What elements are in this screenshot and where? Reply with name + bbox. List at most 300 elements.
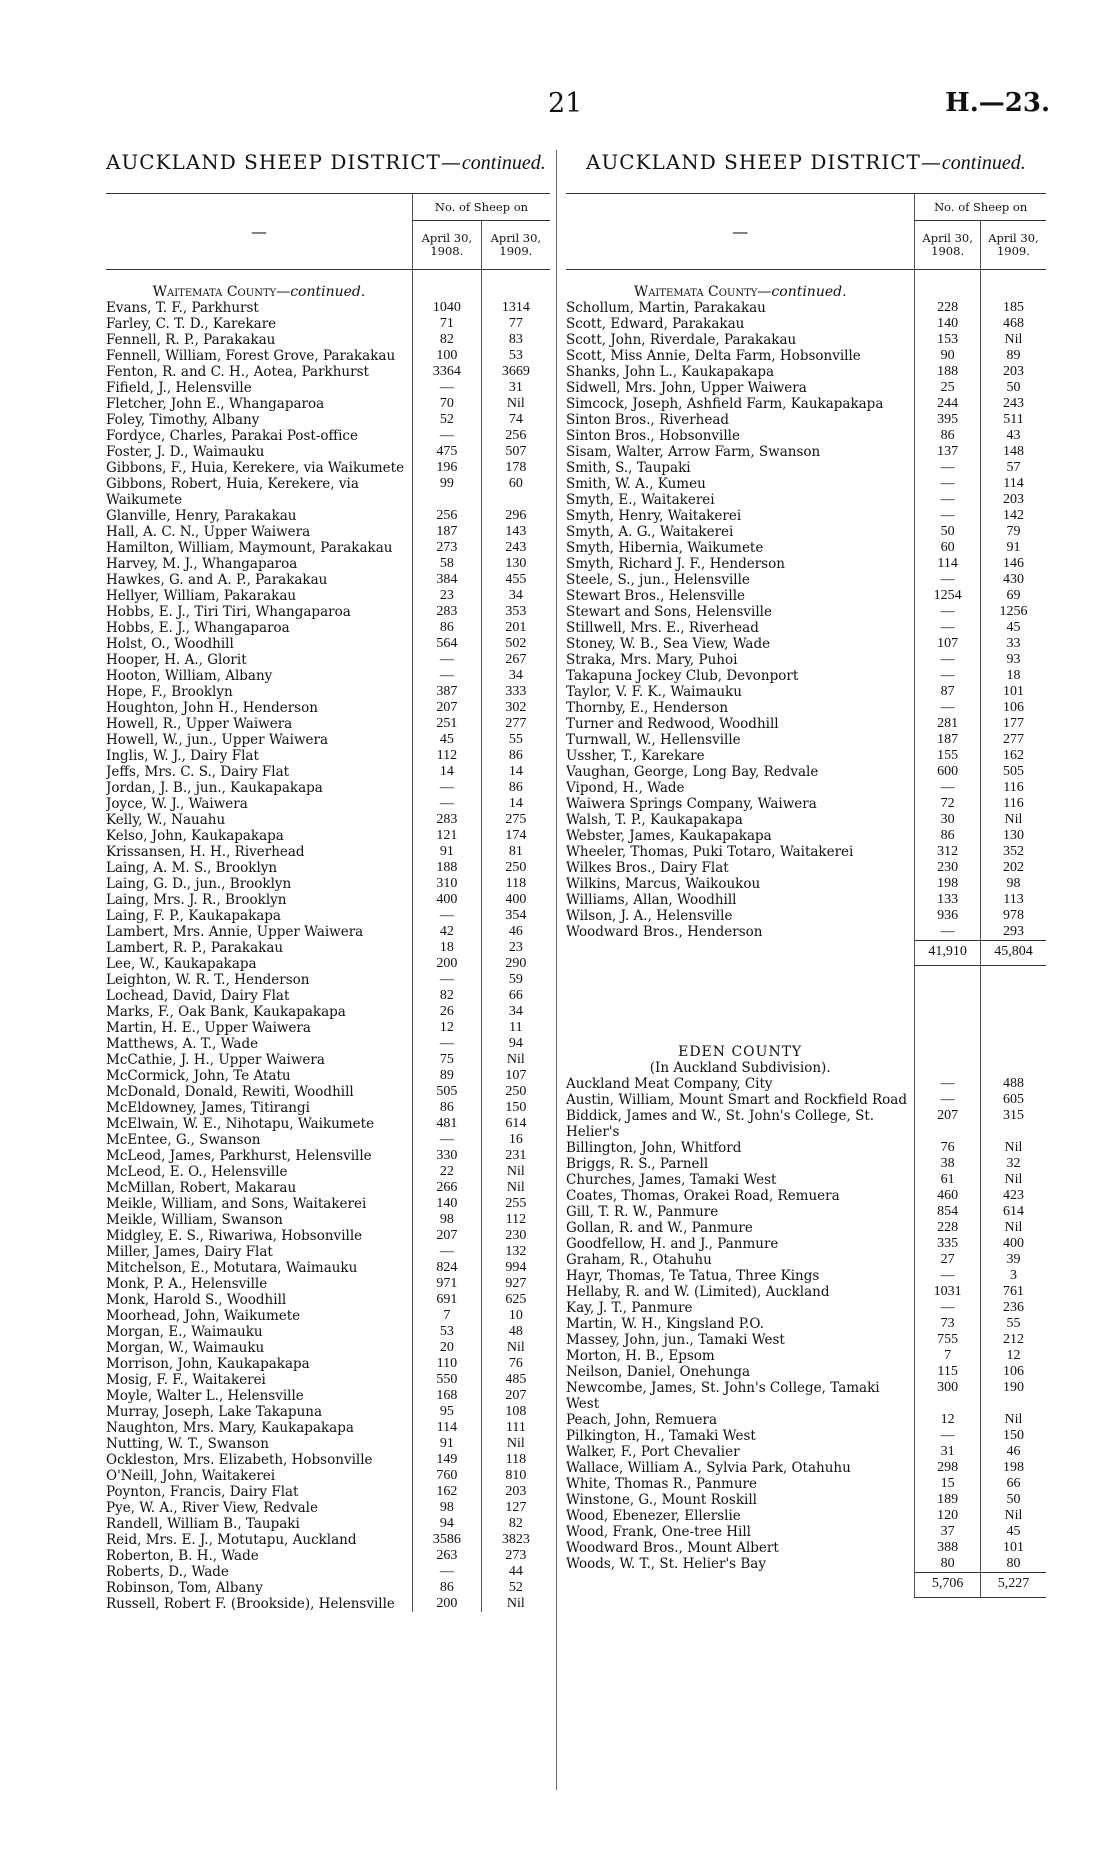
- eden-entry-owner-name: Kay, J. T., Panmure: [566, 1300, 693, 1316]
- left-entry-sheep-1909: 1314: [481, 300, 550, 316]
- eden-entry-sheep-1908: —: [915, 1268, 981, 1284]
- left-entry-owner-name: Harvey, M. J., Whangaparoa: [106, 556, 298, 572]
- left-entry-sheep-1908: 42: [412, 924, 481, 940]
- left-entry-sheep-1908: 140: [412, 1196, 481, 1212]
- left-entry-owner-name: Ockleston, Mrs. Elizabeth, Hobsonville: [106, 1452, 373, 1468]
- right-entry-sheep-1908: —: [915, 620, 981, 636]
- left-entry-owner-name: Fordyce, Charles, Parakai Post-office: [106, 428, 358, 444]
- right-entry-owner-name: Ussher, T., Karekare: [566, 748, 705, 764]
- right-entry-row: [566, 796, 1046, 812]
- right-entry-owner-name: Scott, Miss Annie, Delta Farm, Hobsonville: [566, 348, 861, 364]
- right-entry-owner-name: Smyth, Henry, Waitakerei: [566, 508, 742, 524]
- spacer-cell: [566, 966, 915, 1027]
- right-entry-row: [566, 924, 1046, 941]
- left-sheep-count-header: No. of Sheep on: [412, 194, 550, 221]
- right-entry-row: [566, 812, 1046, 828]
- left-entry-sheep-1909: 207: [481, 1388, 550, 1404]
- eden-entry-sheep-1909: 101: [980, 1540, 1046, 1556]
- right-entry-sheep-1908: —: [915, 652, 981, 668]
- left-entry-sheep-1909: Nil: [481, 1164, 550, 1180]
- left-entry-row: [106, 1084, 550, 1100]
- left-entry-owner-name: Hamilton, William, Maymount, Parakakau: [106, 540, 393, 556]
- right-entry-sheep-1908: —: [915, 780, 981, 796]
- eden-entry-owner-name: Woods, W. T., St. Helier's Bay: [566, 1556, 766, 1572]
- eden-entry-owner-name: Morton, H. B., Epsom: [566, 1348, 715, 1364]
- eden-entry-row: [566, 1508, 1046, 1524]
- eden-entry-sheep-1909: Nil: [980, 1140, 1046, 1156]
- left-header-1908: April 30, 1908.: [412, 221, 481, 270]
- right-entry-sheep-1908: 25: [915, 380, 981, 396]
- right-entry-owner-name: Smith, W. A., Kumeu: [566, 476, 706, 492]
- left-entry-sheep-1908: 330: [412, 1148, 481, 1164]
- left-entry-sheep-1909: 810: [481, 1468, 550, 1484]
- left-entry-owner-name: Meikle, William, Swanson: [106, 1212, 283, 1228]
- right-entry-row: [566, 396, 1046, 412]
- right-entry-sheep-1909: 277: [980, 732, 1046, 748]
- right-entry-sheep-1908: —: [915, 460, 981, 476]
- right-entry-sheep-1908: 187: [915, 732, 981, 748]
- right-entry-sheep-1909: 69: [980, 588, 1046, 604]
- right-entry-sheep-1909: 116: [980, 796, 1046, 812]
- right-entry-sheep-1908: 312: [915, 844, 981, 860]
- left-entry-sheep-1908: 162: [412, 1484, 481, 1500]
- right-entry-owner-name: Smyth, E., Waitakerei: [566, 492, 715, 508]
- left-entry-sheep-1909: 231: [481, 1148, 550, 1164]
- left-title-text: AUCKLAND SHEEP DISTRICT—: [106, 150, 462, 174]
- total-label-cell: [566, 941, 915, 966]
- left-entry-sheep-1908: 22: [412, 1164, 481, 1180]
- right-section-title: [566, 270, 915, 301]
- eden-entry-sheep-1909: 488: [980, 1076, 1046, 1092]
- left-entry-row: [106, 1388, 550, 1404]
- left-entry-sheep-1909: 277: [481, 716, 550, 732]
- left-entry-owner-name: Morgan, E., Waimauku: [106, 1324, 263, 1340]
- left-entry-sheep-1908: 266: [412, 1180, 481, 1196]
- left-entry-sheep-1909: 3823: [481, 1532, 550, 1548]
- left-entry-owner-name: Monk, P. A., Helensville: [106, 1276, 268, 1292]
- left-entry-sheep-1909: 250: [481, 860, 550, 876]
- right-entry-owner-name: Straka, Mrs. Mary, Puhoi: [566, 652, 738, 668]
- right-entry-row: [566, 668, 1046, 684]
- right-entry-owner-name: Stewart Bros., Helensville: [566, 588, 746, 604]
- left-entry-row: [106, 844, 550, 860]
- right-entry-owner-name: Smyth, Richard J. F., Henderson: [566, 556, 785, 572]
- left-entry-sheep-1909: 83: [481, 332, 550, 348]
- left-entry-row: [106, 1532, 550, 1548]
- eden-entry-owner-name: Wallace, William A., Sylvia Park, Otahuhu: [566, 1460, 851, 1476]
- left-entry-owner-name: Foley, Timothy, Albany: [106, 412, 260, 428]
- left-entry-row: [106, 1596, 550, 1612]
- left-entry-sheep-1909: 455: [481, 572, 550, 588]
- eden-entry-sheep-1908: —: [915, 1092, 981, 1108]
- left-section-heading: [106, 270, 550, 301]
- right-entry-sheep-1909: 43: [980, 428, 1046, 444]
- eden-entry-owner-name: Wood, Ebenezer, Ellerslie: [566, 1508, 741, 1524]
- left-entry-sheep-1909: 3669: [481, 364, 550, 380]
- left-entry-sheep-1909: 143: [481, 524, 550, 540]
- right-entry-owner-name: Scott, John, Riverdale, Parakakau: [566, 332, 797, 348]
- left-entry-sheep-1909: 203: [481, 1484, 550, 1500]
- right-entry-owner-name: Thornby, E., Henderson: [566, 700, 729, 716]
- left-entry-sheep-1908: 58: [412, 556, 481, 572]
- left-entry-sheep-1909: 625: [481, 1292, 550, 1308]
- left-entry-owner-name: Lee, W., Kaukapakapa: [106, 956, 257, 972]
- left-entry-row: [106, 572, 550, 588]
- eden-entry-sheep-1908: 335: [915, 1236, 981, 1252]
- right-section-italic: continued.: [771, 284, 847, 300]
- left-entry-sheep-1908: 564: [412, 636, 481, 652]
- eden-entry-sheep-1908: 27: [915, 1252, 981, 1268]
- eden-entry-sheep-1908: 61: [915, 1172, 981, 1188]
- eden-entry-sheep-1908: 854: [915, 1204, 981, 1220]
- eden-entry-sheep-1908: 388: [915, 1540, 981, 1556]
- right-entry-row: [566, 428, 1046, 444]
- left-entry-owner-name: McLeod, E. O., Helensville: [106, 1164, 288, 1180]
- left-entry-row: [106, 380, 550, 396]
- left-entry-sheep-1909: 178: [481, 460, 550, 476]
- eden-entry-owner-name: Biddick, James and W., St. John's College, St. Helier's: [566, 1108, 875, 1140]
- left-entry-sheep-1908: 200: [412, 1596, 481, 1612]
- right-entry-row: [566, 748, 1046, 764]
- right-entry-owner-name: Vipond, H., Wade: [566, 780, 685, 796]
- left-entry-row: [106, 1244, 550, 1260]
- right-entry-owner-name: Sidwell, Mrs. John, Upper Waiwera: [566, 380, 807, 396]
- left-entry-sheep-1909: 273: [481, 1548, 550, 1564]
- right-entry-sheep-1908: 1254: [915, 588, 981, 604]
- eden-entry-sheep-1908: 755: [915, 1332, 981, 1348]
- right-entry-row: [566, 476, 1046, 492]
- right-entry-owner-name: Woodward Bros., Henderson: [566, 924, 763, 940]
- right-entry-sheep-1909: 177: [980, 716, 1046, 732]
- eden-subtitle-cell-b: [980, 1060, 1046, 1076]
- left-entry-sheep-1908: 95: [412, 1404, 481, 1420]
- left-entry-sheep-1909: 118: [481, 876, 550, 892]
- left-entry-sheep-1909: 86: [481, 748, 550, 764]
- eden-entry-owner-name: Graham, R., Otahuhu: [566, 1252, 712, 1268]
- left-entry-row: [106, 1324, 550, 1340]
- left-entry-sheep-1909: 10: [481, 1308, 550, 1324]
- left-entry-sheep-1909: 353: [481, 604, 550, 620]
- right-entry-sheep-1909: 91: [980, 540, 1046, 556]
- right-column: [566, 193, 1046, 1598]
- left-entry-sheep-1909: 275: [481, 812, 550, 828]
- eden-entry-sheep-1909: 3: [980, 1268, 1046, 1284]
- right-entry-row: [566, 540, 1046, 556]
- eden-entry-sheep-1909: 80: [980, 1556, 1046, 1573]
- right-header-1908: April 30, 1908.: [915, 221, 981, 270]
- right-entry-owner-name: Stoney, W. B., Sea View, Wade: [566, 636, 771, 652]
- left-entry-sheep-1909: 130: [481, 556, 550, 572]
- left-entry-sheep-1909: 127: [481, 1500, 550, 1516]
- right-entry-row: [566, 444, 1046, 460]
- left-entry-row: [106, 924, 550, 940]
- left-entry-owner-name: Poynton, Francis, Dairy Flat: [106, 1484, 299, 1500]
- right-table-body: [566, 270, 1046, 941]
- left-entry-sheep-1908: 91: [412, 844, 481, 860]
- left-entry-row: [106, 524, 550, 540]
- left-entry-sheep-1908: 53: [412, 1324, 481, 1340]
- spacer-cell-a: [915, 966, 981, 1027]
- eden-entry-sheep-1909: 50: [980, 1492, 1046, 1508]
- right-entry-sheep-1909: 511: [980, 412, 1046, 428]
- eden-subtitle-cell-a: [915, 1060, 981, 1076]
- left-section-title: [106, 270, 412, 301]
- left-entry-row: [106, 908, 550, 924]
- right-entry-row: [566, 316, 1046, 332]
- right-entry-row: [566, 892, 1046, 908]
- eden-entry-owner-name: Austin, William, Mount Smart and Rockfield Road: [566, 1092, 907, 1108]
- left-entry-sheep-1908: 110: [412, 1356, 481, 1372]
- eden-entry-sheep-1908: 12: [915, 1412, 981, 1428]
- left-entry-owner-name: Fifield, J., Helensville: [106, 380, 252, 396]
- left-entry-row: [106, 812, 550, 828]
- left-entry-owner-name: Hawkes, G. and A. P., Parakakau: [106, 572, 328, 588]
- left-entry-owner-name: Martin, H. E., Upper Waiwera: [106, 1020, 311, 1036]
- right-header-1909: April 30, 1909.: [980, 221, 1046, 270]
- right-entry-sheep-1908: 137: [915, 444, 981, 460]
- left-entry-sheep-1908: 12: [412, 1020, 481, 1036]
- left-entry-sheep-1908: 52: [412, 412, 481, 428]
- eden-entry-row: [566, 1092, 1046, 1108]
- eden-entry-sheep-1908: 1031: [915, 1284, 981, 1300]
- right-entry-sheep-1908: 72: [915, 796, 981, 812]
- left-entry-sheep-1908: 7: [412, 1308, 481, 1324]
- right-entry-row: [566, 876, 1046, 892]
- left-entry-row: [106, 748, 550, 764]
- left-entry-sheep-1909: 86: [481, 780, 550, 796]
- left-entry-sheep-1908: 121: [412, 828, 481, 844]
- left-entry-sheep-1909: 614: [481, 1116, 550, 1132]
- left-entry-row: [106, 780, 550, 796]
- right-column-title: [586, 150, 1026, 175]
- left-entry-sheep-1909: 48: [481, 1324, 550, 1340]
- right-entry-sheep-1909: 45: [980, 620, 1046, 636]
- right-entry-sheep-1908: 198: [915, 876, 981, 892]
- eden-entry-sheep-1909: 55: [980, 1316, 1046, 1332]
- left-entry-row: [106, 1468, 550, 1484]
- left-entry-row: [106, 1116, 550, 1132]
- right-total-body: [566, 941, 1046, 1077]
- left-entry-sheep-1908: 86: [412, 620, 481, 636]
- left-entry-sheep-1908: 207: [412, 1228, 481, 1244]
- left-entry-sheep-1908: 26: [412, 1004, 481, 1020]
- left-entry-sheep-1908: —: [412, 428, 481, 444]
- left-entry-sheep-1909: 23: [481, 940, 550, 956]
- left-entry-sheep-1909: 994: [481, 1260, 550, 1276]
- left-entry-owner-name: Jeffs, Mrs. C. S., Dairy Flat: [106, 764, 290, 780]
- right-entry-sheep-1908: 230: [915, 860, 981, 876]
- left-entry-row: [106, 1500, 550, 1516]
- left-entry-owner-name: Jordan, J. B., jun., Kaukapakapa: [106, 780, 323, 796]
- left-entry-row: [106, 1164, 550, 1180]
- left-entry-sheep-1909: 118: [481, 1452, 550, 1468]
- eden-entry-sheep-1909: 32: [980, 1156, 1046, 1172]
- left-entry-sheep-1909: 201: [481, 620, 550, 636]
- left-entry-row: [106, 1516, 550, 1532]
- eden-entry-sheep-1909: Nil: [980, 1220, 1046, 1236]
- left-entry-row: [106, 1020, 550, 1036]
- left-entry-owner-name: McDonald, Donald, Rewiti, Woodhill: [106, 1084, 354, 1100]
- left-entry-sheep-1908: 263: [412, 1548, 481, 1564]
- eden-entry-owner-name: Winstone, G., Mount Roskill: [566, 1492, 757, 1508]
- left-entry-owner-name: Holst, O., Woodhill: [106, 636, 234, 652]
- eden-entry-row: [566, 1556, 1046, 1573]
- right-entry-row: [566, 636, 1046, 652]
- right-entry-sheep-1909: 352: [980, 844, 1046, 860]
- left-entry-sheep-1908: 86: [412, 1580, 481, 1596]
- eden-entry-row: [566, 1492, 1046, 1508]
- left-entry-owner-name: Howell, W., jun., Upper Waiwera: [106, 732, 329, 748]
- left-entry-sheep-1909: 250: [481, 1084, 550, 1100]
- eden-entry-owner-name: Auckland Meat Company, City: [566, 1076, 773, 1092]
- left-entry-sheep-1908: 112: [412, 748, 481, 764]
- waitemata-total-row: [566, 941, 1046, 966]
- eden-entry-row: [566, 1348, 1046, 1364]
- left-entry-owner-name: Lambert, R. P., Parakakau: [106, 940, 284, 956]
- left-entry-sheep-1908: —: [412, 908, 481, 924]
- right-entry-row: [566, 332, 1046, 348]
- eden-entry-sheep-1908: 37: [915, 1524, 981, 1540]
- left-entry-owner-name: Marks, F., Oak Bank, Kaukapakapa: [106, 1004, 346, 1020]
- left-entry-owner-name: Miller, James, Dairy Flat: [106, 1244, 273, 1260]
- left-entry-sheep-1908: 75: [412, 1052, 481, 1068]
- left-entry-sheep-1908: 283: [412, 604, 481, 620]
- left-entry-owner-name: Moyle, Walter L., Helensville: [106, 1388, 304, 1404]
- eden-heading-cell-a: [915, 1026, 981, 1060]
- left-entry-owner-name: Laing, A. M. S., Brooklyn: [106, 860, 278, 876]
- right-entry-sheep-1908: —: [915, 492, 981, 508]
- right-entry-sheep-1909: 146: [980, 556, 1046, 572]
- left-entry-row: [106, 1180, 550, 1196]
- right-title-italic: continued.: [941, 152, 1026, 174]
- right-entry-sheep-1909: Nil: [980, 332, 1046, 348]
- left-entry-sheep-1908: 475: [412, 444, 481, 460]
- right-entry-row: [566, 492, 1046, 508]
- left-entry-owner-name: Meikle, William, and Sons, Waitakerei: [106, 1196, 367, 1212]
- eden-entry-row: [566, 1412, 1046, 1428]
- left-entry-owner-name: Foster, J. D., Waimauku: [106, 444, 265, 460]
- left-entry-owner-name: Moorhead, John, Waikumete: [106, 1308, 301, 1324]
- left-entry-owner-name: Hellyer, William, Pakarakau: [106, 588, 297, 604]
- left-entry-sheep-1908: 98: [412, 1212, 481, 1228]
- eden-entry-row: [566, 1540, 1046, 1556]
- left-entry-owner-name: Fenton, R. and C. H., Aotea, Parkhurst: [106, 364, 369, 380]
- left-entry-row: [106, 1356, 550, 1372]
- left-entry-row: [106, 460, 550, 476]
- left-entry-sheep-1908: 23: [412, 588, 481, 604]
- left-entry-sheep-1909: 34: [481, 588, 550, 604]
- right-entry-row: [566, 412, 1046, 428]
- left-entry-row: [106, 636, 550, 652]
- right-entry-sheep-1909: 93: [980, 652, 1046, 668]
- left-entry-owner-name: McEntee, G., Swanson: [106, 1132, 261, 1148]
- left-entry-sheep-1908: 82: [412, 332, 481, 348]
- right-entry-sheep-1908: 90: [915, 348, 981, 364]
- left-column-title: [106, 150, 546, 175]
- left-entry-owner-name: Morgan, W., Waimauku: [106, 1340, 265, 1356]
- eden-entry-row: [566, 1076, 1046, 1092]
- left-entry-owner-name: Pye, W. A., River View, Redvale: [106, 1500, 318, 1516]
- left-entry-sheep-1908: 100: [412, 348, 481, 364]
- eden-entry-row: [566, 1332, 1046, 1348]
- eden-total-row: [566, 1573, 1046, 1598]
- right-entry-owner-name: Sinton Bros., Riverhead: [566, 412, 730, 428]
- left-entry-sheep-1909: 255: [481, 1196, 550, 1212]
- left-entry-row: [106, 1580, 550, 1596]
- eden-table-body: [566, 1076, 1046, 1573]
- left-entry-sheep-1909: 400: [481, 892, 550, 908]
- right-entry-sheep-1908: 155: [915, 748, 981, 764]
- eden-entry-owner-name: Neilson, Daniel, Onehunga: [566, 1364, 751, 1380]
- left-entry-row: [106, 1036, 550, 1052]
- eden-total-label-cell: [566, 1573, 915, 1598]
- right-entry-owner-name: Taylor, V. F. K., Waimauku: [566, 684, 742, 700]
- right-entry-sheep-1909: 130: [980, 828, 1046, 844]
- left-entry-sheep-1908: 824: [412, 1260, 481, 1276]
- left-entry-owner-name: Robinson, Tom, Albany: [106, 1580, 263, 1596]
- left-entry-sheep-1909: 485: [481, 1372, 550, 1388]
- left-entry-owner-name: McEldowney, James, Titirangi: [106, 1100, 310, 1116]
- left-entry-row: [106, 1052, 550, 1068]
- right-entry-sheep-1909: 98: [980, 876, 1046, 892]
- right-entry-sheep-1909: 1256: [980, 604, 1046, 620]
- right-entry-sheep-1909: 162: [980, 748, 1046, 764]
- left-entry-owner-name: Farley, C. T. D., Karekare: [106, 316, 277, 332]
- eden-total-1908: 5,706: [915, 1573, 981, 1598]
- left-entry-sheep-1909: Nil: [481, 1180, 550, 1196]
- right-entry-sheep-1908: 50: [915, 524, 981, 540]
- left-entry-sheep-1908: 3586: [412, 1532, 481, 1548]
- left-entry-row: [106, 1548, 550, 1564]
- right-entry-sheep-1908: —: [915, 668, 981, 684]
- right-section-cell-a: [915, 270, 981, 301]
- right-entry-row: [566, 460, 1046, 476]
- left-entry-sheep-1909: Nil: [481, 1436, 550, 1452]
- eden-entry-sheep-1909: 423: [980, 1188, 1046, 1204]
- eden-entry-sheep-1909: 400: [980, 1236, 1046, 1252]
- left-section-title-text: Waitemata County—: [152, 284, 291, 300]
- left-entry-owner-name: Laing, G. D., jun., Brooklyn: [106, 876, 292, 892]
- left-entry-owner-name: Randell, William B., Taupaki: [106, 1516, 300, 1532]
- left-entry-sheep-1909: 107: [481, 1068, 550, 1084]
- left-entry-row: [106, 1308, 550, 1324]
- eden-entry-row: [566, 1188, 1046, 1204]
- left-entry-sheep-1908: 310: [412, 876, 481, 892]
- left-entry-row: [106, 1212, 550, 1228]
- right-entry-row: [566, 652, 1046, 668]
- right-entry-row: [566, 300, 1046, 316]
- left-entry-sheep-1908: 400: [412, 892, 481, 908]
- eden-entry-sheep-1908: 73: [915, 1316, 981, 1332]
- left-entry-sheep-1909: 267: [481, 652, 550, 668]
- left-entry-sheep-1909: Nil: [481, 396, 550, 412]
- left-entry-sheep-1908: 256: [412, 508, 481, 524]
- eden-entry-owner-name: Coates, Thomas, Orakei Road, Remuera: [566, 1188, 840, 1204]
- right-entry-sheep-1909: 106: [980, 700, 1046, 716]
- eden-entry-sheep-1909: 614: [980, 1204, 1046, 1220]
- left-entry-owner-name: McCormick, John, Te Atatu: [106, 1068, 291, 1084]
- right-entry-sheep-1908: 281: [915, 716, 981, 732]
- eden-entry-sheep-1909: 236: [980, 1300, 1046, 1316]
- right-entry-sheep-1909: 18: [980, 668, 1046, 684]
- right-entry-row: [566, 732, 1046, 748]
- right-entry-row: [566, 348, 1046, 364]
- left-entry-row: [106, 876, 550, 892]
- left-entry-sheep-1909: 111: [481, 1420, 550, 1436]
- left-entry-sheep-1909: 354: [481, 908, 550, 924]
- left-entry-row: [106, 1196, 550, 1212]
- eden-heading-cell-b: [980, 1026, 1046, 1060]
